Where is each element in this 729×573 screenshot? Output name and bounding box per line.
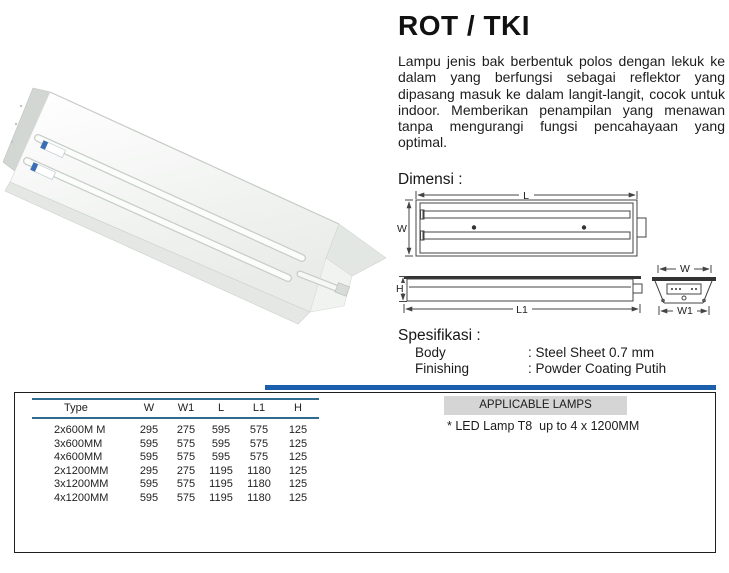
type-cell: 2x1200MM bbox=[54, 464, 109, 477]
value-cell: 595 bbox=[139, 478, 159, 490]
product-photo bbox=[0, 62, 395, 352]
dim-label-W: W bbox=[397, 223, 407, 235]
table-row bbox=[32, 478, 319, 492]
screw-dot bbox=[15, 123, 17, 125]
applicable-lamps-header: APPLICABLE LAMPS bbox=[444, 396, 627, 415]
value-cell: 595 bbox=[211, 437, 231, 450]
table-rule-bottom bbox=[32, 417, 319, 419]
type-cell: 3x600MM bbox=[54, 437, 103, 450]
dim-label-L1: L1 bbox=[516, 304, 528, 316]
table-row bbox=[32, 451, 319, 465]
col-header-w: W bbox=[143, 402, 155, 414]
table-header-row bbox=[32, 401, 319, 415]
value-cell: 275 bbox=[176, 424, 196, 436]
spec-value: : Powder Coating Putih bbox=[528, 361, 667, 376]
col-header-w1: W1 bbox=[177, 402, 195, 414]
value-cell: 595 bbox=[211, 424, 231, 436]
screw-dot bbox=[20, 105, 22, 107]
value-cell: 1195 bbox=[209, 464, 233, 477]
spesifikasi-heading: Spesifikasi : bbox=[398, 327, 481, 344]
product-description: Lampu jenis bak berbentuk polos dengan lekuk ke dalam yang berfungsi sebagai reflektor yang dipasang masuk ke dalam langit-langit, cocok untuk indoor. Memberikan penampilan yang menawan tanpa mengurangi fungsi pencahayaan yang optimal. bbox=[398, 53, 725, 151]
type-cell: 2x600M M bbox=[54, 424, 106, 436]
value-cell: 1195 bbox=[209, 491, 233, 504]
value-cell: 575 bbox=[249, 424, 269, 436]
value-cell: 595 bbox=[139, 451, 159, 463]
blue-divider-rule bbox=[265, 385, 716, 390]
dim-label-L: L bbox=[523, 190, 529, 202]
col-header-type: Type bbox=[64, 402, 88, 414]
table-row bbox=[32, 492, 319, 506]
spec-label: Body bbox=[415, 345, 446, 360]
dim-label-W-end: W bbox=[680, 263, 690, 275]
value-cell: 575 bbox=[176, 451, 196, 463]
table-row bbox=[32, 424, 319, 438]
dim-label-H: H bbox=[396, 283, 404, 295]
screw-dot bbox=[11, 141, 13, 143]
col-header-l1: L1 bbox=[252, 402, 266, 414]
value-cell: 125 bbox=[288, 451, 308, 463]
table-rule-top bbox=[32, 398, 319, 400]
spec-table-box bbox=[14, 392, 716, 553]
value-cell: 1180 bbox=[247, 478, 271, 490]
table-row bbox=[32, 465, 319, 479]
applicable-lamps-item: * LED Lamp T8 up to 4 x 1200MM bbox=[447, 419, 640, 433]
spec-list bbox=[415, 345, 666, 377]
value-cell: 1180 bbox=[247, 464, 271, 477]
value-cell: 595 bbox=[139, 491, 159, 504]
dimensi-heading: Dimensi : bbox=[398, 171, 463, 188]
value-cell: 595 bbox=[211, 451, 231, 463]
type-cell: 3x1200MM bbox=[54, 478, 109, 490]
table-row bbox=[32, 438, 319, 452]
value-cell: 125 bbox=[288, 464, 308, 477]
value-cell: 575 bbox=[176, 437, 196, 450]
value-cell: 575 bbox=[249, 437, 269, 450]
value-cell: 295 bbox=[139, 464, 159, 477]
spec-label: Finishing bbox=[415, 361, 470, 376]
spec-row-finishing bbox=[415, 361, 666, 377]
value-cell: 275 bbox=[176, 464, 196, 477]
value-cell: 575 bbox=[176, 478, 196, 490]
value-cell: 595 bbox=[139, 437, 159, 450]
type-cell: 4x600MM bbox=[54, 451, 103, 463]
dimension-drawings bbox=[396, 190, 729, 330]
value-cell: 125 bbox=[288, 491, 308, 504]
value-cell: 1195 bbox=[209, 478, 233, 490]
spec-value: : Steel Sheet 0.7 mm bbox=[528, 345, 655, 360]
type-cell: 4x1200MM bbox=[54, 491, 109, 504]
value-cell: 295 bbox=[139, 424, 159, 436]
value-cell: 1180 bbox=[247, 491, 271, 504]
col-header-l: L bbox=[217, 402, 225, 414]
value-cell: 125 bbox=[288, 478, 308, 490]
spec-row-body bbox=[415, 345, 666, 361]
value-cell: 125 bbox=[288, 424, 308, 436]
dim-label-W1: W1 bbox=[677, 305, 693, 317]
col-header-h: H bbox=[294, 402, 302, 414]
value-cell: 575 bbox=[176, 491, 196, 504]
page-title: ROT / TKI bbox=[398, 10, 531, 41]
dimension-table-body bbox=[32, 424, 319, 505]
value-cell: 575 bbox=[249, 451, 269, 463]
value-cell: 125 bbox=[288, 437, 308, 450]
